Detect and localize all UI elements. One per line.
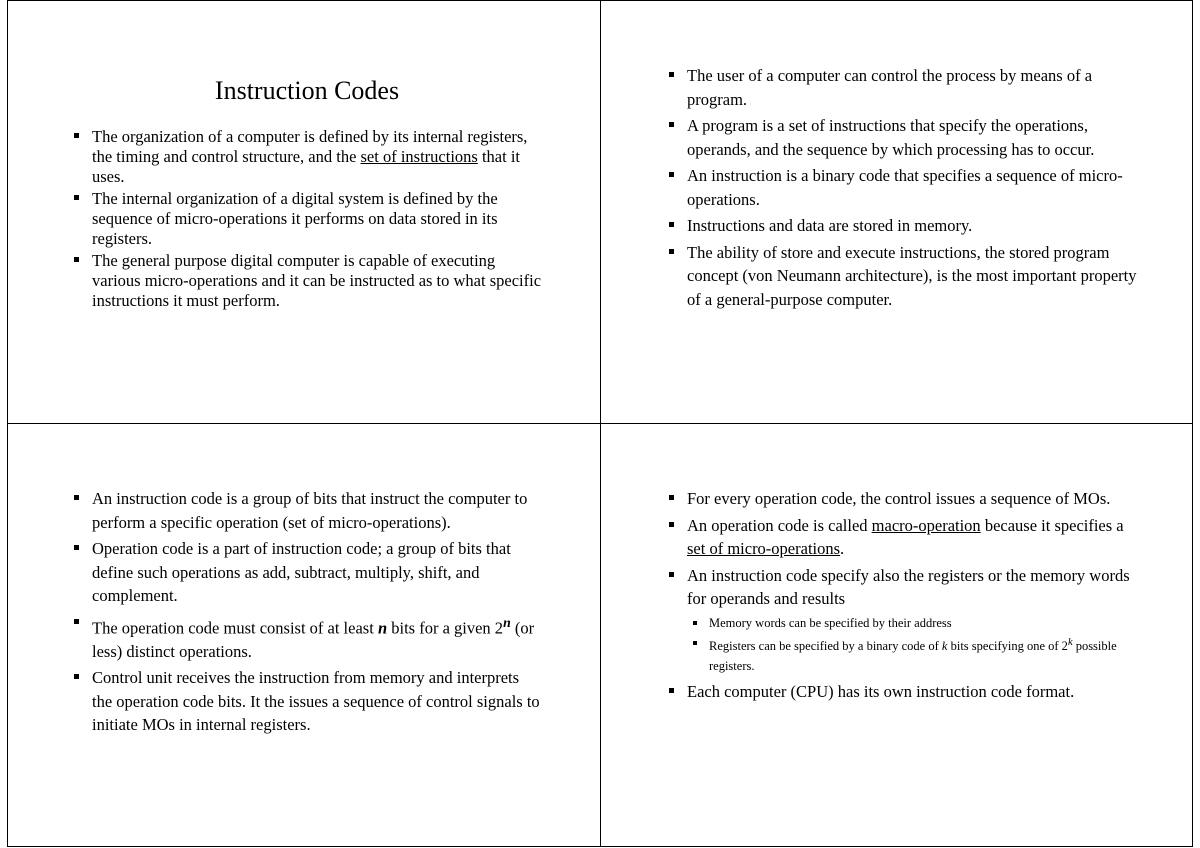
bullet-text: The operation code must consist of at least bbox=[92, 618, 378, 637]
slide-3 bbox=[72, 487, 542, 740]
square-bullet-icon bbox=[693, 621, 697, 625]
sub-bullet-text: Registers can be specified by a binary code of bbox=[709, 638, 942, 653]
bullet-item bbox=[72, 666, 542, 737]
sub-bullet-item bbox=[687, 633, 1137, 676]
math-variable: n bbox=[377, 618, 388, 637]
bullet-text: because it specifies a bbox=[980, 515, 1124, 535]
handout-sheet bbox=[7, 0, 1193, 847]
bullet-item bbox=[72, 537, 542, 608]
slide-title: Instruction Codes bbox=[214, 76, 400, 105]
bullet-text: Control unit receives the instruction from memory and interprets the operation code bits. It the issues a sequence of control signals to initiate MOs in internal registers. bbox=[92, 668, 540, 734]
math-superscript: n bbox=[503, 614, 511, 630]
slide-4 bbox=[667, 487, 1137, 706]
square-bullet-icon bbox=[669, 172, 674, 177]
bullet-item bbox=[667, 514, 1137, 561]
underlined-term: set of instructions bbox=[360, 147, 478, 166]
bullet-text: The general purpose digital computer is capable of executing various micro-operations and it can be instructed as to what specific instructions it must perform. bbox=[92, 251, 542, 310]
bullet-item bbox=[72, 611, 542, 664]
square-bullet-icon bbox=[669, 688, 674, 693]
bullet-text: Each computer (CPU) has its own instruction code format. bbox=[687, 681, 1075, 701]
bullet-text: A program is a set of instructions that specify the operations, operands, and the sequence by which processing has to occur. bbox=[687, 116, 1095, 159]
square-bullet-icon bbox=[669, 122, 674, 127]
bullet-item bbox=[667, 564, 1137, 676]
bullet-text: An operation code is called bbox=[687, 515, 872, 535]
underlined-term: macro-operation bbox=[871, 515, 981, 535]
sub-bullet-text: possible registers. bbox=[709, 638, 1117, 673]
bullet-text: An instruction is a binary code that specifies a sequence of micro-operations. bbox=[687, 166, 1123, 209]
math-variable: k bbox=[941, 638, 948, 653]
square-bullet-icon bbox=[74, 257, 79, 262]
bullet-text: An instruction code specify also the registers or the memory words for operands and results bbox=[687, 565, 1130, 608]
bullet-text: Instructions and data are stored in memory. bbox=[687, 216, 973, 235]
underlined-term: set of micro-operations bbox=[687, 539, 841, 558]
bullet-text: (or less) distinct operations. bbox=[92, 618, 535, 661]
square-bullet-icon bbox=[669, 522, 674, 527]
bullet-list bbox=[667, 64, 1137, 311]
bullet-text: that it uses. bbox=[92, 147, 521, 186]
bullet-item bbox=[667, 214, 1137, 238]
math-superscript: k bbox=[1067, 636, 1073, 648]
bullet-item bbox=[667, 114, 1137, 161]
square-bullet-icon bbox=[669, 249, 674, 254]
bullet-item bbox=[667, 680, 1137, 704]
square-bullet-icon bbox=[669, 572, 674, 577]
bullet-item bbox=[72, 127, 542, 187]
bullet-text: The internal organization of a digital system is defined by the sequence of micro-operations it performs on data stored in its registers. bbox=[92, 189, 498, 248]
frame-divider-horizontal bbox=[7, 423, 1193, 424]
square-bullet-icon bbox=[693, 641, 697, 645]
bullet-text: For every operation code, the control issues a sequence of MOs. bbox=[687, 489, 1111, 508]
bullet-item bbox=[667, 241, 1137, 312]
bullet-item bbox=[72, 189, 542, 249]
square-bullet-icon bbox=[74, 495, 79, 500]
square-bullet-icon bbox=[74, 674, 79, 679]
square-bullet-icon bbox=[74, 195, 79, 200]
bullet-item bbox=[667, 164, 1137, 211]
bullet-text: The user of a computer can control the process by means of a program. bbox=[687, 66, 1093, 109]
sub-bullet-list bbox=[687, 613, 1137, 676]
bullet-text: The organization of a computer is defined by its internal registers, the timing and control structure, and the bbox=[92, 127, 528, 166]
bullet-text: bits for a given 2 bbox=[387, 618, 504, 637]
bullet-text: The ability of store and execute instructions, the stored program concept (von Neumann architecture), is the most important property of a general-purpose computer. bbox=[687, 242, 1137, 309]
square-bullet-icon bbox=[669, 222, 674, 227]
bullet-text: Operation code is a part of instruction code; a group of bits that define such operations as add, subtract, multiply, shift, and complement. bbox=[92, 539, 511, 605]
sub-bullet-text: Memory words can be specified by their address bbox=[709, 615, 952, 630]
square-bullet-icon bbox=[669, 72, 674, 77]
sub-bullet-text: bits specifying one of 2 bbox=[947, 638, 1068, 653]
bullet-item bbox=[72, 487, 542, 534]
bullet-text: An instruction code is a group of bits that instruct the computer to perform a specific operation (set of micro-operations). bbox=[92, 489, 528, 532]
bullet-list bbox=[667, 487, 1137, 703]
sub-bullet-item bbox=[687, 613, 1137, 633]
bullet-item bbox=[72, 251, 542, 311]
square-bullet-icon bbox=[669, 495, 674, 500]
slide-2 bbox=[667, 64, 1137, 314]
bullet-text: . bbox=[840, 539, 845, 558]
bullet-item bbox=[667, 487, 1137, 511]
slide-1 bbox=[72, 74, 542, 313]
bullet-list bbox=[72, 487, 542, 737]
sub-bullet-group bbox=[687, 613, 1137, 676]
square-bullet-icon bbox=[74, 133, 79, 138]
bullet-item bbox=[667, 64, 1137, 111]
bullet-list bbox=[72, 127, 542, 311]
square-bullet-icon bbox=[74, 545, 79, 550]
square-bullet-icon bbox=[74, 619, 79, 624]
